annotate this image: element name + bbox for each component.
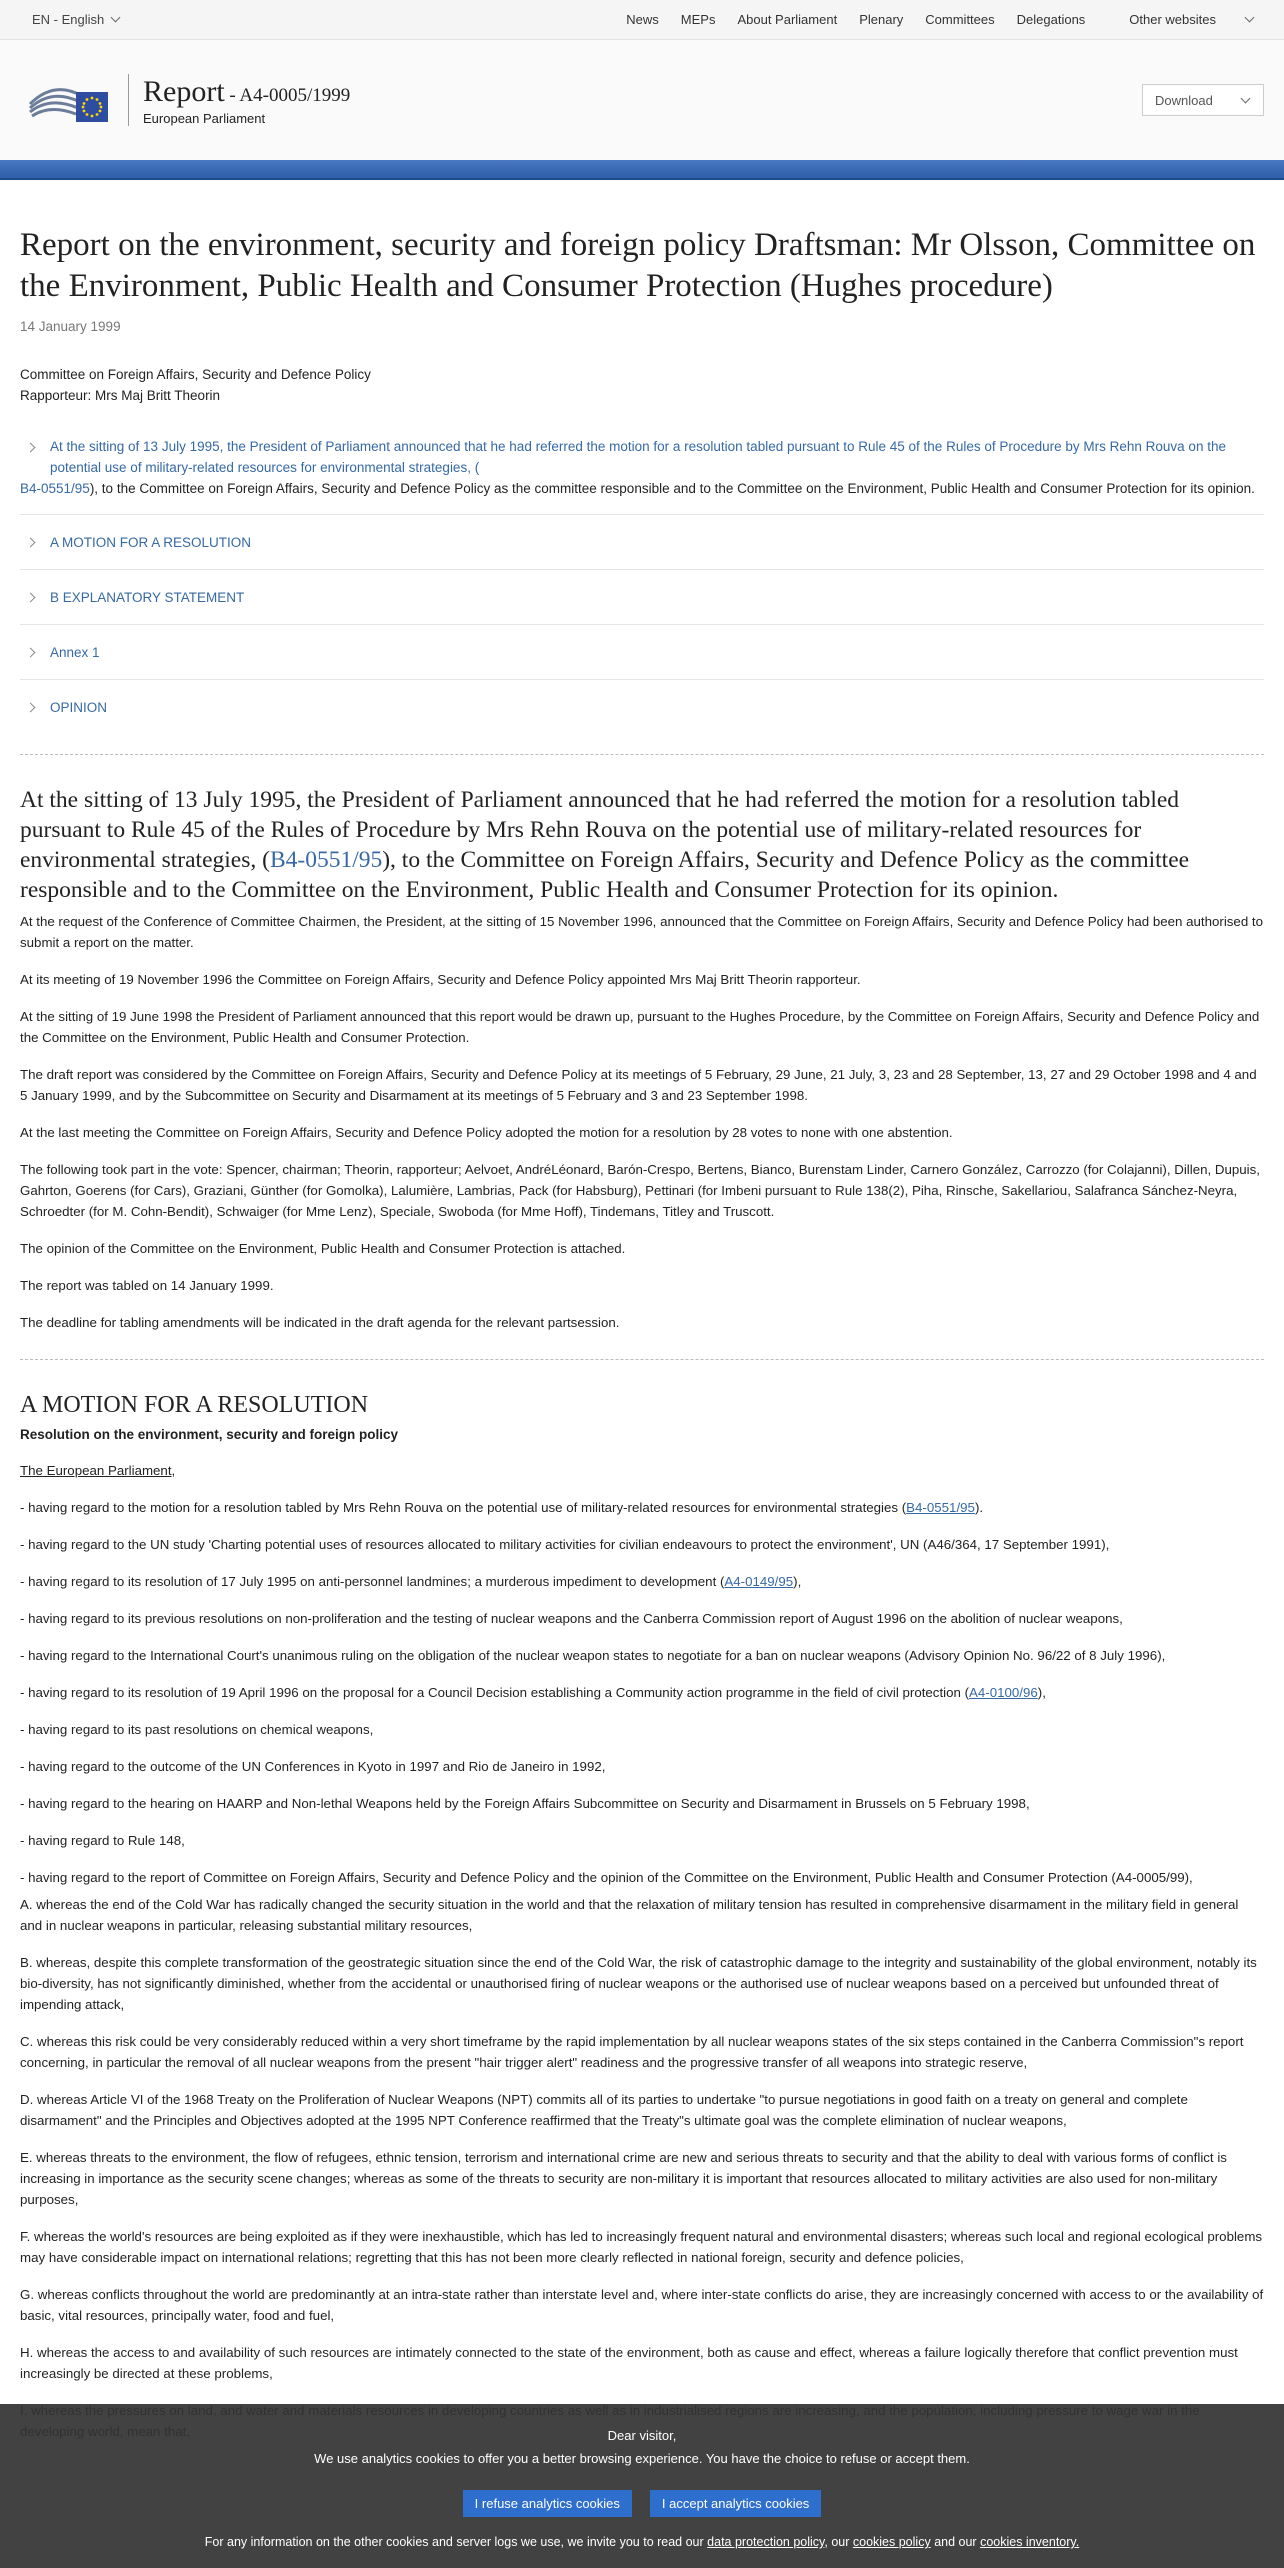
intro-paragraph: The following took part in the vote: Spencer, chairman; Theorin, rapporteur; Aelvoet, AndréLéonard, Barón-Crespo, Bertens, Bianco, Burenstam Linder, Carnero González, Carrozzo (for Colajanni), Dillen, Dupuis, Gahrton, Goerens (for Cars), Graziani, Günther (for Gomolka), Lalumière, Lambrias, Pack (for Habsburg), Pettinari (for Imbeni pursuant to Rule 138(2), Piha, Rinsche, Sakellariou, Salafranca Sánchez-Neyra, Schroedter (for M. Cohn-Bendit), Schwaiger (for Mme Lenz), Speciale, Swoboda (for Mme Hoff), Tindemans, Titley and Truscott. (20, 1162, 1260, 1219)
chevron-right-icon (26, 537, 36, 547)
toc-item-opinion[interactable] (20, 680, 1264, 735)
motion-ep: The European Parliament, (20, 1463, 176, 1478)
motion-whereas: E. whereas threats to the environment, the flow of refugees, ethnic tension, terrorism and international crime are new and serious threats to security and that the ability to deal with various forms of conflict is increasing in importance as the security scene changes; whereas as some of the threats to security are non-military it is important that resources allocated to military activities are also used for non-military purposes, (20, 2150, 1227, 2207)
nav-committees[interactable]: Committees (925, 12, 995, 27)
intro-paragraph: The report was tabled on 14 January 1999. (20, 1278, 274, 1293)
european-parliament-logo-icon[interactable] (26, 74, 110, 126)
motion-recital: - having regard to the International Court's unanimous ruling on the obligation of the nuclear weapon states to negotiate for a ban on nuclear weapons (Advisory Opinion No. 96/22 of 8 July 1996), (20, 1648, 1166, 1663)
institution-name: European Parliament (143, 110, 266, 126)
intro-paragraph: The draft report was considered by the Committee on Foreign Affairs, Security and Defence Policy at its meetings of 5 February, 29 June, 21 July, 3, 23 and 28 September, 13, 27 and 29 October 1998 and 4 and 5 January 1999, and by the Subcommittee on Security and Disarmament at its meetings of 5 February and 3 and 23 September 1998. (20, 1067, 1257, 1103)
top-nav (604, 12, 1253, 27)
chevron-right-icon (26, 443, 36, 453)
intro-paragraph: The opinion of the Committee on the Environment, Public Health and Consumer Protection is attached. (20, 1241, 626, 1256)
motion-recital: - having regard to the motion for a resolution tabled by Mrs Rehn Rouva on the potential use of military-related resources for environmental strategies (B4-0551/95). (20, 1500, 984, 1515)
motion-recital: - having regard to its previous resolutions on non-proliferation and the testing of nuclear weapons and the Canberra Commission report of August 1996 on the abolition of nuclear weapons, (20, 1611, 1123, 1626)
committee-name: Committee on Foreign Affairs, Security and Defence Policy (20, 367, 371, 382)
report-heading (143, 75, 350, 126)
other-websites-label: Other websites (1129, 12, 1216, 27)
motion-whereas: H. whereas the access to and availability of such resources are intimately connected to the state of the environment, both as cause and effect, whereas a failure logically therefore that conflict prevention must increasingly be directed at these problems, (20, 2345, 1238, 2381)
motion-recital: - having regard to the report of Committee on Foreign Affairs, Security and Defence Policy and the opinion of the Committee on the Environment, Public Health and Consumer Protection (A4-0005/99), (20, 1870, 1193, 1885)
section-divider (20, 754, 1264, 755)
toc-intro-link[interactable]: At the sitting of 13 July 1995, the President of Parliament announced that he had referred the motion for a resolution tabled pursuant to Rule 45 of the Rules of Procedure by Mrs Rehn Rouva on the potential use of military-related resources for environmental strategies, ( (50, 439, 1226, 475)
intro-paragraph: At the sitting of 19 June 1998 the President of Parliament announced that this report would be drawn up, pursuant to the Hughes Procedure, by the Committee on Foreign Affairs, Security and Defence Policy and the Committee on the Environment, Public Health and Consumer Protection. (20, 1009, 1260, 1045)
intro-ref-link[interactable]: B4-0551/95 (269, 847, 383, 873)
nav-news[interactable]: News (626, 12, 659, 27)
chevron-right-icon (26, 647, 36, 657)
toc-intro-tail: ), to the Committee on Foreign Affairs, Security and Defence Policy as the committee responsible and to the Committee on the Environment, Public Health and Consumer Protection for its opinion. (89, 481, 1255, 496)
report-word: Report (143, 74, 225, 108)
toc-item-label: OPINION (50, 700, 108, 715)
site-header (0, 40, 1284, 160)
motion-whereas: A. whereas the end of the Cold War has radically changed the security situation in the world and that the relaxation of military tension has resulted in comprehensive disarmament in the military field in general and in nuclear weapons in particular, releasing substantial military resources, (20, 1897, 1239, 1933)
report-code: - A4-0005/1999 (224, 84, 351, 106)
motion-whereas: C. whereas this risk could be very considerably reduced within a very short timeframe by the rapid implementation by all nuclear weapons states of the six steps contained in the Canberra Commission"s report concerning, in particular the removal of all nuclear weapons from the present "hair trigger alert" readiness and the progressive transfer of all weapons into strategic reserve, (20, 2034, 1244, 2070)
language-label: EN - English (32, 12, 105, 27)
nav-about-parliament[interactable]: About Parliament (737, 12, 838, 27)
refuse-cookies-button[interactable]: I refuse analytics cookies (463, 2490, 632, 2517)
table-of-contents (20, 424, 1264, 735)
accept-cookies-button[interactable]: I accept analytics cookies (650, 2490, 821, 2517)
motion-recital: - having regard to its past resolutions on chemical weapons, (20, 1722, 374, 1737)
chevron-down-icon (1245, 13, 1255, 23)
intro-heading: At the sitting of 13 July 1995, the President of Parliament announced that he had referred the motion for a resolution tabled pursuant to Rule 45 of the Rules of Procedure by Mrs Rehn Rouva on the potential use of military-related resources for environmental strategies, (B4-0551/95), to the Committee on Foreign Affairs, Security and Defence Policy as the committee responsible and to the Committee on the Environment, Public Health and Consumer Protection for its opinion. (20, 787, 1190, 903)
motion-heading: A MOTION FOR A RESOLUTION (20, 1392, 369, 1418)
section-divider (20, 1359, 1264, 1360)
brand (26, 74, 350, 126)
intro-paragraph: At the last meeting the Committee on Foreign Affairs, Security and Defence Policy adopted the motion for a resolution by 28 votes to none with one abstention. (20, 1125, 953, 1140)
toc-item-label: Annex 1 (50, 644, 100, 660)
motion-whereas: D. whereas Article VI of the 1968 Treaty on the Proliferation of Nuclear Weapons (NPT) commits all of its parties to undertake "to pursue negotiations in good faith on a treaty on general and complete disarmament" and the Principles and Objectives adopted at the 1995 NPT Conference reaffirmed that the Treaty"s ultimate goal was the complete elimination of nuclear weapons, (20, 2092, 1188, 2128)
toc-item-annex[interactable] (20, 625, 1264, 680)
motion-recital: - having regard to its resolution of 19 April 1996 on the proposal for a Council Decision establishing a Community action programme in the field of civil protection (A4-0100/96), (20, 1685, 1046, 1700)
cookie-title: Dear visitor, (607, 2428, 677, 2443)
main-content (0, 225, 1284, 2442)
toc-item-motion[interactable] (20, 515, 1264, 570)
toc-item-label: A MOTION FOR A RESOLUTION (50, 534, 252, 550)
motion-recital: - having regard to Rule 148, (20, 1833, 185, 1848)
cookie-buttons (0, 2490, 1284, 2517)
intro-paragraph: The deadline for tabling amendments will be indicated in the draft agenda for the relevant partsession. (20, 1315, 620, 1330)
intro-paragraph: At its meeting of 19 November 1996 the Committee on Foreign Affairs, Security and Defence Policy appointed Mrs Maj Britt Theorin rapporteur. (20, 972, 861, 987)
rapporteur: Rapporteur: Mrs Maj Britt Theorin (20, 388, 221, 403)
document-meta (20, 364, 1264, 406)
cookies-policy-link[interactable]: cookies policy (852, 2535, 931, 2549)
document-date: 14 January 1999 (20, 319, 121, 334)
chevron-right-icon (26, 592, 36, 602)
chevron-down-icon (111, 13, 121, 23)
top-bar (0, 0, 1284, 40)
download-label: Download (1155, 92, 1213, 108)
ref-link[interactable]: A4-0100/96 (969, 1685, 1038, 1700)
page-title: Report on the environment, security and foreign policy Draftsman: Mr Olsson, Committee on the Environment, Public Health and Consumer Protection (Hughes procedure) (20, 227, 1256, 304)
blue-banner (0, 160, 1284, 180)
nav-delegations[interactable]: Delegations (1016, 12, 1086, 27)
motion-subheading: Resolution on the environment, security and foreign policy (20, 1427, 399, 1442)
ref-link[interactable]: A4-0149/95 (724, 1574, 794, 1589)
cookie-banner (0, 2404, 1284, 2568)
divider (128, 74, 129, 126)
motion-whereas: G. whereas conflicts throughout the world are predominantly at an intra-state rather than interstate level and, where inter-state conflicts do arise, they are increasingly concerned with access to or the availability of basic, vital resources, principally water, food and fuel, (20, 2287, 1264, 2323)
download-dropdown[interactable] (1142, 84, 1264, 116)
data-protection-policy-link[interactable]: data protection policy (707, 2535, 825, 2549)
motion-recital: - having regard to its resolution of 17 July 1995 on anti-personnel landmines; a murderous impediment to development (A4-0149/95), (20, 1574, 802, 1589)
ref-link[interactable]: B4-0551/95 (906, 1500, 975, 1515)
chevron-right-icon (26, 703, 36, 713)
motion-recital: - having regard to the hearing on HAARP and Non-lethal Weapons held by the Foreign Affairs Subcommittee on Security and Disarmament in Brussels on 5 February 1998, (20, 1796, 1030, 1811)
motion-whereas: B. whereas, despite this complete transformation of the geostrategic situation since the end of the Cold War, the risk of catastrophic damage to the integrity and sustainability of the global environment, notably its bio-diversity, has not significantly diminished, whether from the accidental or unauthorised firing of nuclear weapons or the authorised use of nuclear weapons based on a perceived but unfounded threat of impending attack, (20, 1955, 1257, 2012)
nav-plenary[interactable]: Plenary (859, 12, 904, 27)
intro-paragraph: At the request of the Conference of Committee Chairmen, the President, at the sitting of 15 November 1996, announced that the Committee on Foreign Affairs, Security and Defence Policy had been authorised to submit a report on the matter. (20, 914, 1263, 950)
motion-whereas: F. whereas the world's resources are being exploited as if they were inexhaustible, which has led to increasingly frequent natural and environmental disasters; whereas such local and regional ecological problems may have considerable impact on international relations; regretting that this has not been more clearly reflected in national foreign, security and defence policies, (20, 2229, 1263, 2265)
ep-underlined: The European Parliament (20, 1463, 172, 1478)
motion-recital: - having regard to the outcome of the UN Conferences in Kyoto in 1997 and Rio de Janeiro in 1992, (20, 1759, 606, 1774)
other-websites-menu[interactable] (1107, 12, 1253, 27)
toc-item-explanatory[interactable] (20, 570, 1264, 625)
cookie-info: For any information on the other cookies and server logs we use, we invite you to read our data protection policy, our cookies policy and our cookies inventory. (204, 2535, 1080, 2549)
toc-intro-ref[interactable]: B4-0551/95 (20, 481, 90, 496)
nav-meps[interactable]: MEPs (680, 12, 716, 27)
toc-item-intro[interactable] (20, 424, 1264, 515)
toc-item-label: B EXPLANATORY STATEMENT (50, 589, 245, 605)
language-selector[interactable] (32, 12, 119, 27)
cookie-text: We use analytics cookies to offer you a better browsing experience. You have the choice to refuse or accept them. (314, 2451, 970, 2466)
motion-recital: - having regard to the UN study 'Charting potential uses of resources allocated to military activities for civilian endeavours to protect the environment', UN (A46/364, 17 September 1991), (20, 1537, 1110, 1552)
cookies-inventory-link[interactable]: cookies inventory. (980, 2535, 1080, 2549)
chevron-down-icon (1241, 93, 1251, 103)
